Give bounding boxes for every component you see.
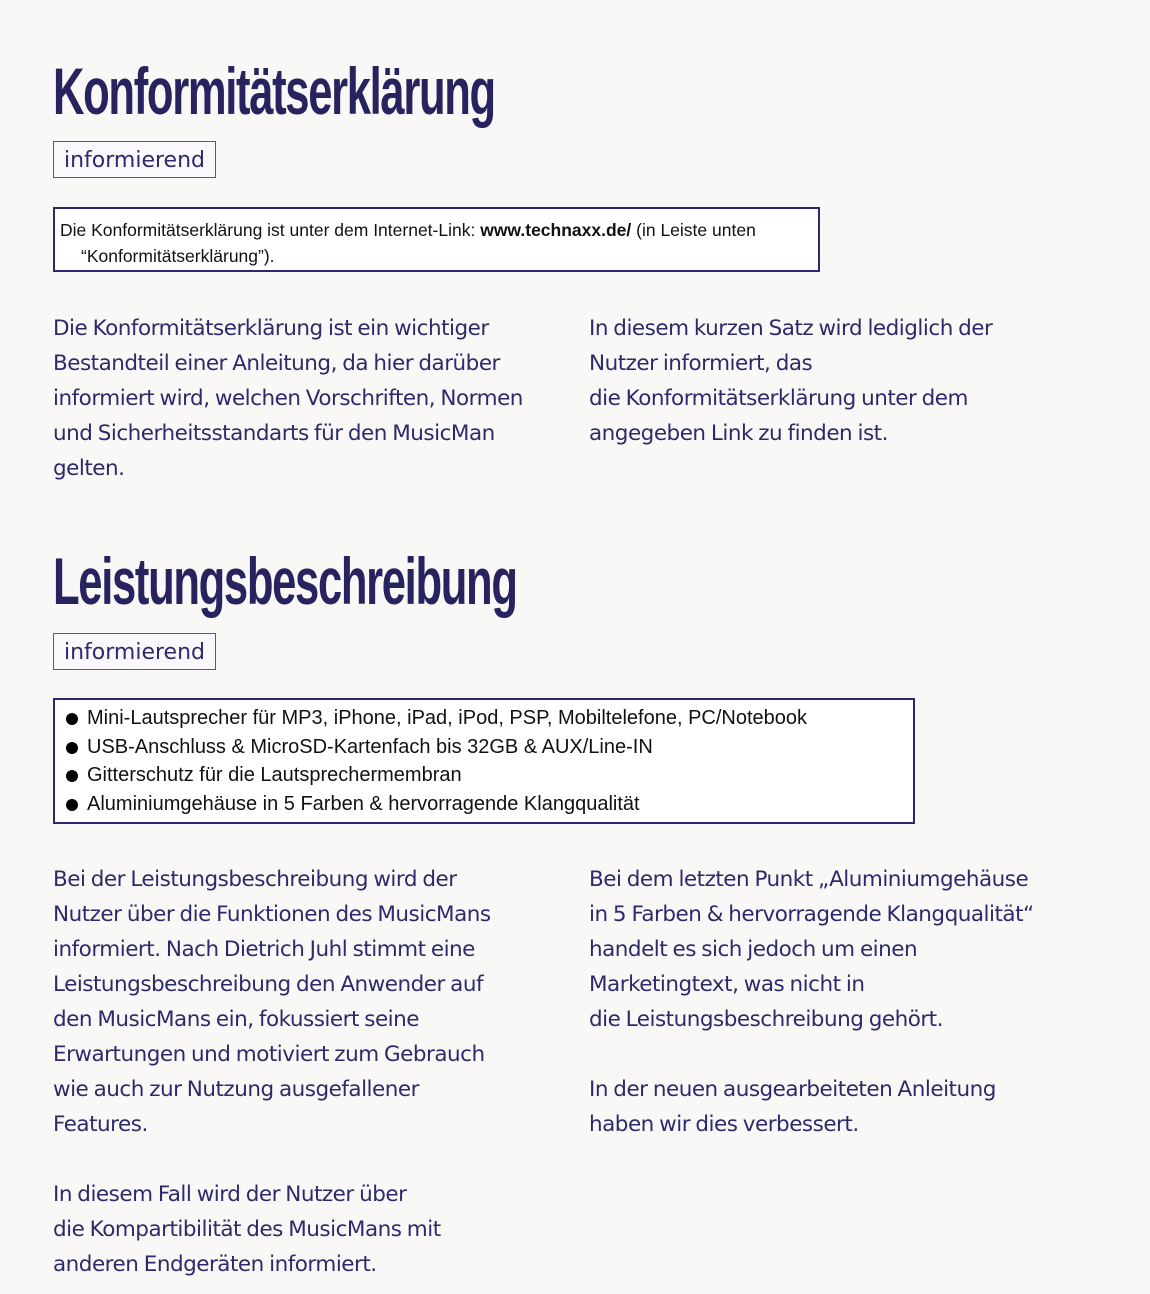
text-line: angegeben Link zu finden ist. — [589, 421, 888, 446]
quote-line — [60, 217, 812, 243]
list-item: Mini-Lautsprecher für MP3, iPhone, iPad, iPod, PSP, Mobiltelefone, PC/Notebook — [65, 704, 905, 733]
text-line: die Konformitätserklärung unter dem — [589, 386, 968, 411]
text-line: Erwartungen und motiviert zum Gebrauch — [53, 1042, 485, 1067]
tag-informierend: informierend — [53, 141, 216, 178]
text-line: gelten. — [53, 456, 125, 481]
text-line: Features. — [53, 1112, 148, 1137]
text-line: Leistungsbeschreibung den Anwender auf — [53, 972, 484, 997]
text-line: den MusicMans ein, fokussiert seine — [53, 1007, 419, 1032]
text-line: informiert. Nach Dietrich Juhl stimmt eine — [53, 937, 475, 962]
paragraph-right-1 — [589, 311, 1109, 451]
quote-line: “Konformitätserklärung”). — [81, 246, 275, 266]
list-item: Aluminiumgehäuse in 5 Farben & hervorragende Klangqualität — [65, 790, 905, 819]
text-line: Marketingtext, was nicht in — [589, 972, 865, 997]
text-line: haben wir dies verbessert. — [589, 1112, 859, 1137]
text-line: und Sicherheitsstandarts für den MusicMan — [53, 421, 495, 446]
quote-text: (in Leiste unten — [631, 220, 756, 240]
text-line: informiert wird, welchen Vorschriften, Normen — [53, 386, 523, 411]
section-title-konformitaet: Konformitätserklärung — [53, 54, 495, 128]
text-line: handelt es sich jedoch um einen — [589, 937, 918, 962]
quote-box-konformitaet — [53, 207, 820, 272]
text-line: Bei dem letzten Punkt „Aluminiumgehäuse — [589, 867, 1029, 892]
feature-list — [65, 704, 905, 818]
quote-link: www.technaxx.de/ — [480, 220, 632, 240]
tag-informierend: informierend — [53, 633, 216, 670]
paragraph-right-2 — [589, 862, 1129, 1142]
text-line: die Leistungsbeschreibung gehört. — [589, 1007, 943, 1032]
text-line: anderen Endgeräten informiert. — [53, 1252, 377, 1277]
text-line: Die Konformitätserklärung ist ein wichtiger — [53, 316, 489, 341]
text-line: In diesem Fall wird der Nutzer über — [53, 1182, 407, 1207]
text-line: Nutzer informiert, das — [589, 351, 813, 376]
paragraph-left-2 — [53, 862, 573, 1282]
list-item: USB-Anschluss & MicroSD-Kartenfach bis 32GB & AUX/Line-IN — [65, 733, 905, 762]
text-line: In diesem kurzen Satz wird lediglich der — [589, 316, 993, 341]
text-line: Bei der Leistungsbeschreibung wird der — [53, 867, 457, 892]
text-line: in 5 Farben & hervorragende Klangqualität“ — [589, 902, 1034, 927]
text-line: die Kompartibilität des MusicMans mit — [53, 1217, 441, 1242]
section-title-leistung: Leistungsbeschreibung — [53, 544, 517, 618]
text-line: Bestandteil einer Anleitung, da hier darüber — [53, 351, 500, 376]
text-line: wie auch zur Nutzung ausgefallener — [53, 1077, 419, 1102]
paragraph-left-1 — [53, 311, 573, 486]
quote-box-leistung — [53, 698, 915, 824]
text-line: Nutzer über die Funktionen des MusicMans — [53, 902, 491, 927]
quote-text: Die Konformitätserklärung ist unter dem Internet-Link: — [60, 220, 481, 240]
text-line: In der neuen ausgearbeiteten Anleitung — [589, 1077, 996, 1102]
list-item: Gitterschutz für die Lautsprechermembran — [65, 761, 905, 790]
